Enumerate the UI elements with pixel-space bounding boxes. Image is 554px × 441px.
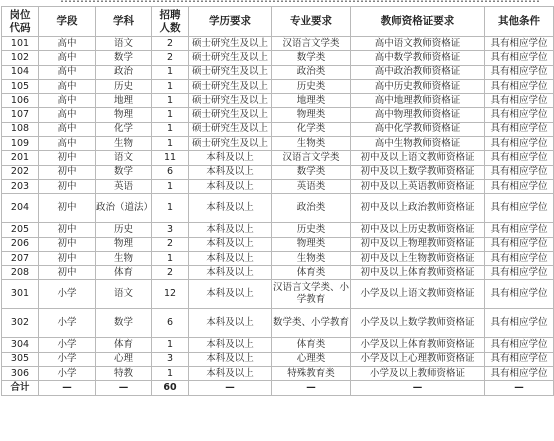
- cell-major: 数学类: [272, 165, 351, 179]
- cell-position-code: 207: [2, 251, 39, 265]
- cell-count: 1: [152, 65, 189, 79]
- cell-certificate: 小学及以上体育教师资格证: [351, 338, 485, 352]
- cell-other: 具有相应学位: [485, 94, 554, 108]
- cell-position-code: 101: [2, 37, 39, 51]
- cell-stage: 高中: [39, 108, 96, 122]
- table-row: [2, 165, 554, 179]
- cell-other: 具有相应学位: [485, 165, 554, 179]
- cell-subject: 数学: [96, 51, 152, 65]
- table-header: [2, 7, 554, 37]
- cell-certificate: 初中及以上数学教师资格证: [351, 165, 485, 179]
- cell-subject: 语文: [96, 280, 152, 309]
- cell-other: 具有相应学位: [485, 223, 554, 237]
- cell-other: 具有相应学位: [485, 280, 554, 309]
- cell-position-code: 109: [2, 137, 39, 151]
- cell-other: 具有相应学位: [485, 151, 554, 165]
- cell-major: 特殊教育类: [272, 367, 351, 381]
- header-major: 专业要求: [272, 7, 351, 37]
- cell-certificate: 初中及以上政治教师资格证: [351, 194, 485, 223]
- cell-subject: 生物: [96, 251, 152, 265]
- table-row: [2, 94, 554, 108]
- cell-other: 具有相应学位: [485, 266, 554, 280]
- header-certificate: 教师资格证要求: [351, 7, 485, 37]
- cell-major: 心理类: [272, 352, 351, 366]
- table-row: [2, 108, 554, 122]
- cell-major: 物理类: [272, 237, 351, 251]
- cell-other: 具有相应学位: [485, 367, 554, 381]
- cell-position-code: 202: [2, 165, 39, 179]
- cell-count: 2: [152, 237, 189, 251]
- cell-certificate: 高中数学教师资格证: [351, 51, 485, 65]
- cell-other: 具有相应学位: [485, 309, 554, 338]
- cell-major: 汉语言文学类、小学教育: [272, 280, 351, 309]
- cell-stage: 初中: [39, 151, 96, 165]
- cell-position-code: 201: [2, 151, 39, 165]
- cell-subject: 政治: [96, 65, 152, 79]
- cell-other: 具有相应学位: [485, 79, 554, 93]
- cell-certificate: 初中及以上英语教师资格证: [351, 179, 485, 193]
- cell-stage: 高中: [39, 137, 96, 151]
- cell-other: 具有相应学位: [485, 122, 554, 136]
- cell-other: 具有相应学位: [485, 51, 554, 65]
- header-count: 招聘人数: [152, 7, 189, 37]
- cell-position-code: 102: [2, 51, 39, 65]
- cell-certificate: 小学及以上教师资格证: [351, 367, 485, 381]
- header-subject: 学科: [96, 7, 152, 37]
- table-body: [2, 37, 554, 396]
- table-row: [2, 266, 554, 280]
- cell-subject: 物理: [96, 237, 152, 251]
- cell-stage: 高中: [39, 79, 96, 93]
- cell-major: 数学类: [272, 51, 351, 65]
- cell-education: 本科及以上: [189, 266, 272, 280]
- cell-count: 1: [152, 94, 189, 108]
- table-row: [2, 65, 554, 79]
- header-position-code: 岗位代码: [2, 7, 39, 37]
- cell-other: 具有相应学位: [485, 251, 554, 265]
- cell-count: 1: [152, 108, 189, 122]
- cell-count: 2: [152, 37, 189, 51]
- table-row: [2, 151, 554, 165]
- cell-major: 化学类: [272, 122, 351, 136]
- cell-education: 本科及以上: [189, 352, 272, 366]
- cell-education: 本科及以上: [189, 251, 272, 265]
- cell-education: 本科及以上: [189, 223, 272, 237]
- cell-certificate: 初中及以上语文教师资格证: [351, 151, 485, 165]
- cell-education: 本科及以上: [189, 367, 272, 381]
- cell-major: 汉语言文学类: [272, 37, 351, 51]
- cell-count: 3: [152, 352, 189, 366]
- cell-position-code: 204: [2, 194, 39, 223]
- cell-other: 具有相应学位: [485, 108, 554, 122]
- cell-stage: 小学: [39, 338, 96, 352]
- table-row: [2, 338, 554, 352]
- cell-education: 本科及以上: [189, 179, 272, 193]
- cell-major: 历史类: [272, 79, 351, 93]
- cell-certificate: 高中化学教师资格证: [351, 122, 485, 136]
- cell-count: 12: [152, 280, 189, 309]
- table-row: [2, 37, 554, 51]
- cell-education: 本科及以上: [189, 165, 272, 179]
- cell-education: 本科及以上: [189, 194, 272, 223]
- cell-position-code: 208: [2, 266, 39, 280]
- cell-certificate: 小学及以上心理教师资格证: [351, 352, 485, 366]
- cell-stage: 初中: [39, 194, 96, 223]
- cell-certificate: 初中及以上生物教师资格证: [351, 251, 485, 265]
- cell-stage: 初中: [39, 251, 96, 265]
- table-row: [2, 280, 554, 309]
- cell-education: 硕士研究生及以上: [189, 79, 272, 93]
- cell-count: 1: [152, 251, 189, 265]
- cell-position-code: 302: [2, 309, 39, 338]
- cell-stage: 初中: [39, 223, 96, 237]
- header-stage: 学段: [39, 7, 96, 37]
- cell-stage: 高中: [39, 37, 96, 51]
- cell-certificate: 高中物理教师资格证: [351, 108, 485, 122]
- cell-subject: 特教: [96, 367, 152, 381]
- cell-education: 本科及以上: [189, 237, 272, 251]
- header-education: 学历要求: [189, 7, 272, 37]
- cell-subject: 历史: [96, 79, 152, 93]
- cell-subject: 数学: [96, 309, 152, 338]
- header-other: 其他条件: [485, 7, 554, 37]
- cell-position-code: 104: [2, 65, 39, 79]
- cell-position-code: 301: [2, 280, 39, 309]
- cell-certificate: 高中政治教师资格证: [351, 65, 485, 79]
- cell-other: 具有相应学位: [485, 237, 554, 251]
- cell-education: 本科及以上: [189, 309, 272, 338]
- total-major: —: [272, 381, 351, 395]
- cell-education: 本科及以上: [189, 151, 272, 165]
- table-row: [2, 237, 554, 251]
- cell-education: 硕士研究生及以上: [189, 108, 272, 122]
- cell-count: 2: [152, 266, 189, 280]
- cell-education: 硕士研究生及以上: [189, 65, 272, 79]
- cell-position-code: 105: [2, 79, 39, 93]
- cell-other: 具有相应学位: [485, 338, 554, 352]
- cell-subject: 生物: [96, 137, 152, 151]
- cell-major: 生物类: [272, 251, 351, 265]
- total-other: —: [485, 381, 554, 395]
- cell-count: 1: [152, 79, 189, 93]
- cell-subject: 语文: [96, 151, 152, 165]
- cell-major: 生物类: [272, 137, 351, 151]
- cell-subject: 语文: [96, 37, 152, 51]
- cell-stage: 高中: [39, 51, 96, 65]
- cell-count: 3: [152, 223, 189, 237]
- cell-stage: 高中: [39, 94, 96, 108]
- total-row: [2, 381, 554, 395]
- cell-education: 本科及以上: [189, 338, 272, 352]
- cell-education: 硕士研究生及以上: [189, 51, 272, 65]
- cell-major: 英语类: [272, 179, 351, 193]
- table-row: [2, 309, 554, 338]
- cell-subject: 数学: [96, 165, 152, 179]
- cell-position-code: 106: [2, 94, 39, 108]
- cell-other: 具有相应学位: [485, 352, 554, 366]
- cell-education: 硕士研究生及以上: [189, 137, 272, 151]
- table-row: [2, 367, 554, 381]
- cell-certificate: 高中地理教师资格证: [351, 94, 485, 108]
- cell-certificate: 初中及以上体育教师资格证: [351, 266, 485, 280]
- cell-position-code: 206: [2, 237, 39, 251]
- cell-position-code: 306: [2, 367, 39, 381]
- cell-subject: 政治（道法）: [96, 194, 152, 223]
- cell-count: 1: [152, 179, 189, 193]
- cell-stage: 小学: [39, 280, 96, 309]
- cell-major: 政治类: [272, 65, 351, 79]
- cell-certificate: 高中语文教师资格证: [351, 37, 485, 51]
- cell-position-code: 107: [2, 108, 39, 122]
- cell-education: 本科及以上: [189, 280, 272, 309]
- table-row: [2, 352, 554, 366]
- cell-subject: 化学: [96, 122, 152, 136]
- cell-stage: 高中: [39, 122, 96, 136]
- cell-stage: 高中: [39, 65, 96, 79]
- total-stage: —: [39, 381, 96, 395]
- cell-position-code: 203: [2, 179, 39, 193]
- cell-certificate: 初中及以上物理教师资格证: [351, 237, 485, 251]
- table-row: [2, 179, 554, 193]
- cell-count: 1: [152, 338, 189, 352]
- cell-other: 具有相应学位: [485, 179, 554, 193]
- cell-subject: 物理: [96, 108, 152, 122]
- cell-major: 汉语言文学类: [272, 151, 351, 165]
- cell-subject: 地理: [96, 94, 152, 108]
- cell-certificate: 初中及以上历史教师资格证: [351, 223, 485, 237]
- cell-count: 1: [152, 194, 189, 223]
- cropped-text-line: [60, 0, 540, 5]
- table-row: [2, 79, 554, 93]
- cell-other: 具有相应学位: [485, 194, 554, 223]
- cell-other: 具有相应学位: [485, 37, 554, 51]
- cell-certificate: 高中生物教师资格证: [351, 137, 485, 151]
- cell-major: 地理类: [272, 94, 351, 108]
- cell-education: 硕士研究生及以上: [189, 37, 272, 51]
- header-row: [2, 7, 554, 37]
- cell-stage: 小学: [39, 367, 96, 381]
- total-education: —: [189, 381, 272, 395]
- cell-stage: 初中: [39, 165, 96, 179]
- total-subject: —: [96, 381, 152, 395]
- cell-count: 6: [152, 165, 189, 179]
- cell-subject: 体育: [96, 338, 152, 352]
- cell-subject: 英语: [96, 179, 152, 193]
- cell-stage: 小学: [39, 352, 96, 366]
- cell-stage: 小学: [39, 309, 96, 338]
- table-row: [2, 194, 554, 223]
- cell-education: 硕士研究生及以上: [189, 122, 272, 136]
- cell-certificate: 小学及以上数学教师资格证: [351, 309, 485, 338]
- cell-certificate: 高中历史教师资格证: [351, 79, 485, 93]
- total-certificate: —: [351, 381, 485, 395]
- cell-education: 硕士研究生及以上: [189, 94, 272, 108]
- total-count: 60: [152, 381, 189, 395]
- cell-stage: 初中: [39, 179, 96, 193]
- cell-subject: 历史: [96, 223, 152, 237]
- table-row: [2, 137, 554, 151]
- cell-count: 2: [152, 51, 189, 65]
- table-row: [2, 251, 554, 265]
- cell-other: 具有相应学位: [485, 65, 554, 79]
- cell-count: 1: [152, 122, 189, 136]
- cell-major: 政治类: [272, 194, 351, 223]
- cell-position-code: 305: [2, 352, 39, 366]
- cell-major: 物理类: [272, 108, 351, 122]
- cell-stage: 初中: [39, 266, 96, 280]
- cell-major: 体育类: [272, 338, 351, 352]
- total-label: 合计: [2, 381, 39, 395]
- recruitment-table: [1, 6, 554, 396]
- cell-subject: 心理: [96, 352, 152, 366]
- cell-count: 6: [152, 309, 189, 338]
- table-row: [2, 223, 554, 237]
- cell-major: 体育类: [272, 266, 351, 280]
- cell-position-code: 304: [2, 338, 39, 352]
- cell-stage: 初中: [39, 237, 96, 251]
- table-row: [2, 122, 554, 136]
- cell-count: 1: [152, 367, 189, 381]
- cell-position-code: 205: [2, 223, 39, 237]
- cell-major: 数学类、小学教育: [272, 309, 351, 338]
- table-row: [2, 51, 554, 65]
- cell-subject: 体育: [96, 266, 152, 280]
- cell-count: 1: [152, 137, 189, 151]
- cell-major: 历史类: [272, 223, 351, 237]
- cell-position-code: 108: [2, 122, 39, 136]
- cell-other: 具有相应学位: [485, 137, 554, 151]
- cell-count: 11: [152, 151, 189, 165]
- cell-certificate: 小学及以上语文教师资格证: [351, 280, 485, 309]
